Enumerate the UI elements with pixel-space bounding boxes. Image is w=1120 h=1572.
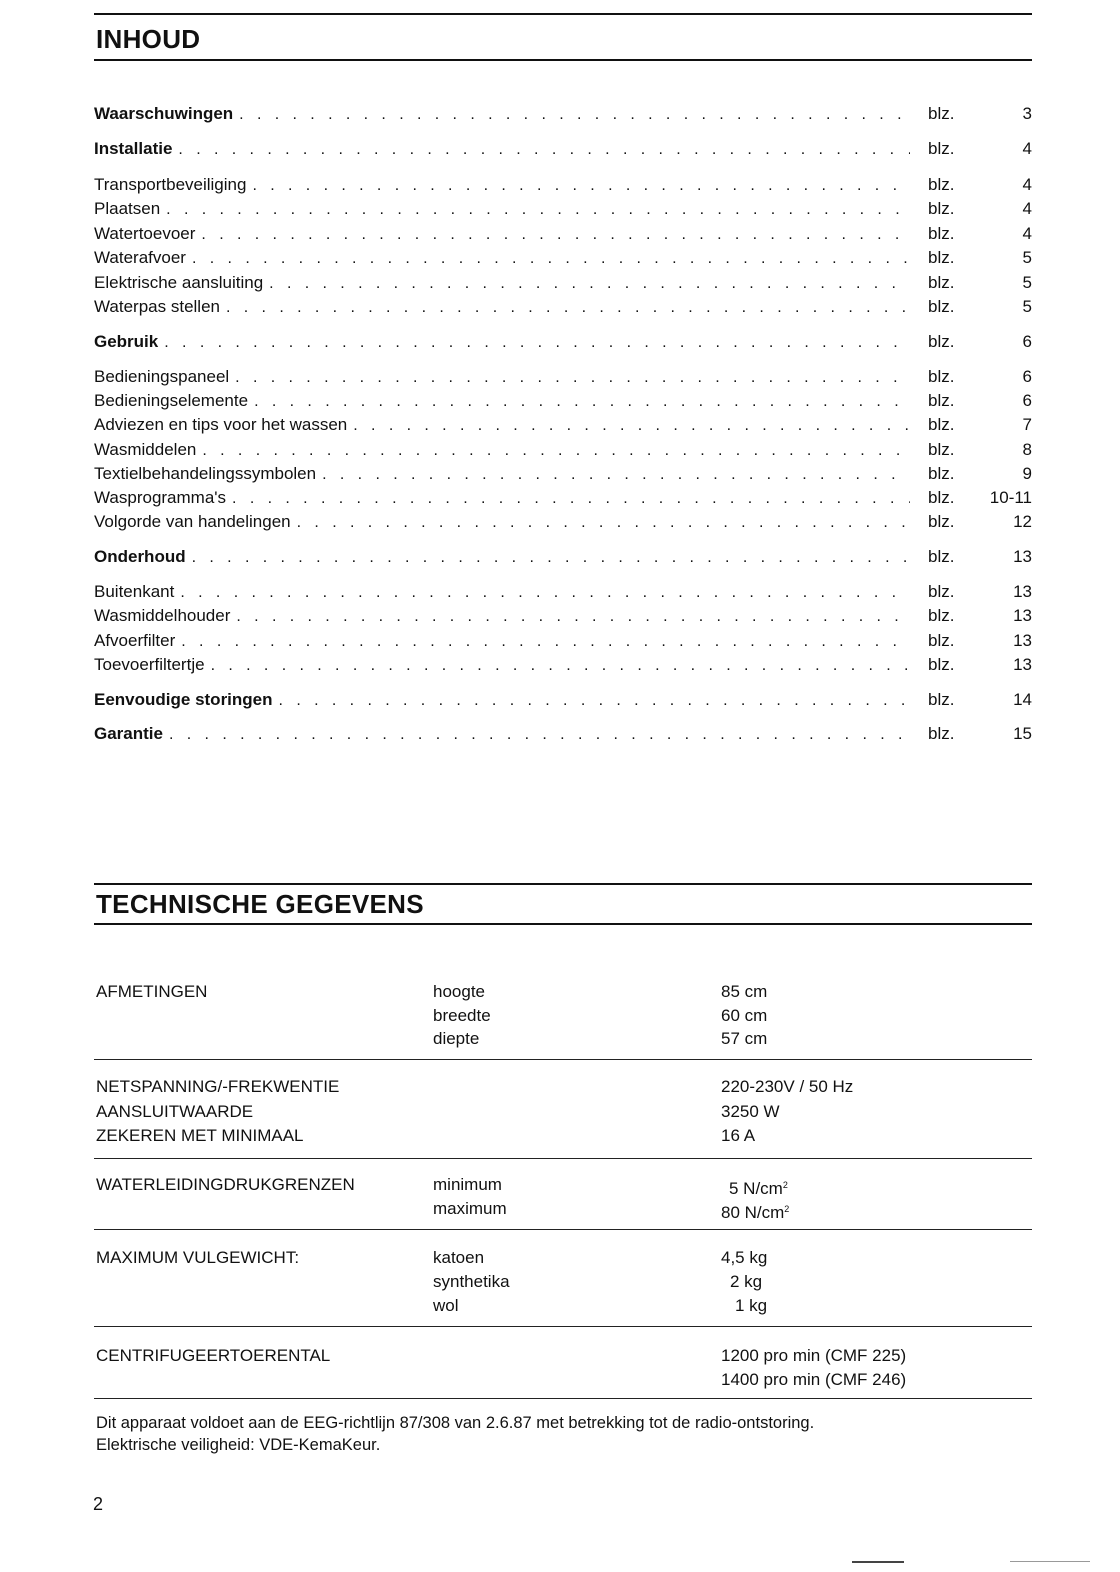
toc-entry xyxy=(94,605,1032,627)
toc-entry-page: 6 xyxy=(1022,332,1032,351)
toc-entry-page: 5 xyxy=(1022,248,1032,267)
toc-entry-blz: blz. xyxy=(928,175,955,194)
toc-entry-title: Elektrische aansluiting xyxy=(94,273,264,292)
toc-entry-blz: blz. xyxy=(928,367,955,386)
toc-entry-page: 8 xyxy=(1022,440,1032,459)
afmetingen-value: 85 cm xyxy=(721,982,768,1001)
toc-leader-dots xyxy=(201,224,910,246)
section-divider xyxy=(94,1158,1032,1159)
toc-leader-dots xyxy=(226,297,910,319)
toc-entry xyxy=(94,654,1032,676)
centrifuge-value: 1200 pro min (CMF 225) xyxy=(721,1346,907,1365)
vulgewicht-param: katoen xyxy=(433,1248,485,1267)
toc-leader-dots xyxy=(353,415,910,437)
toc-leader-dots xyxy=(166,199,910,221)
toc-entry xyxy=(94,511,1032,533)
toc-entry xyxy=(94,390,1032,412)
toc-entry-page: 13 xyxy=(1013,655,1032,674)
netspanning-value: 220-230V / 50 Hz xyxy=(721,1077,854,1096)
toc-entry-title: Eenvoudige storingen xyxy=(94,690,273,709)
toc-entry-blz: blz. xyxy=(928,606,955,625)
toc-leader-dots xyxy=(202,440,910,462)
toc-leader-dots xyxy=(254,391,910,413)
tech-heading: TECHNISCHE GEGEVENS xyxy=(96,889,424,919)
tech-bottom-rule xyxy=(94,923,1032,925)
aansluitwaarde-value: 3250 W xyxy=(721,1102,780,1121)
toc-entry-page: 13 xyxy=(1013,547,1032,566)
toc-entry-title: Bedieningspaneel xyxy=(94,367,230,386)
vulgewicht-value: 2 kg xyxy=(730,1272,763,1291)
compliance-note: Dit apparaat voldoet aan de EEG-richtlijn 87/308 van 2.6.87 met betrekking tot de radio-ontstoring. xyxy=(96,1414,815,1432)
vulgewicht-param: synthetika xyxy=(433,1272,510,1291)
toc-entry xyxy=(94,174,1032,196)
toc-heading: INHOUD xyxy=(96,24,201,54)
toc-entry-title: Waterpas stellen xyxy=(94,297,220,316)
toc-entry-blz: blz. xyxy=(928,104,955,123)
afmetingen-value: 60 cm xyxy=(721,1006,768,1025)
section-divider xyxy=(94,1229,1032,1230)
vulgewicht-value: 1 kg xyxy=(735,1296,768,1315)
toc-leader-dots xyxy=(239,104,910,126)
toc-leader-dots xyxy=(192,248,910,270)
section-divider xyxy=(94,1326,1032,1327)
toc-entry xyxy=(94,103,1032,125)
toc-entry-blz: blz. xyxy=(928,224,955,243)
toc-entry-page: 4 xyxy=(1022,175,1032,194)
toc-entry-page: 6 xyxy=(1022,391,1032,410)
toc-entry-blz: blz. xyxy=(928,724,955,743)
toc-entry xyxy=(94,366,1032,388)
toc-entry-title: Wasmiddelhouder xyxy=(94,606,231,625)
toc-leader-dots xyxy=(232,488,910,510)
zekeren-value: 16 A xyxy=(721,1126,756,1145)
toc-entry-blz: blz. xyxy=(928,440,955,459)
toc-entry-page: 12 xyxy=(1013,512,1032,531)
afmetingen-param: hoogte xyxy=(433,982,485,1001)
toc-entry-page: 7 xyxy=(1022,415,1032,434)
toc-entry xyxy=(94,630,1032,652)
toc-entry-title: Toevoerfiltertje xyxy=(94,655,205,674)
toc-entry xyxy=(94,689,1032,711)
toc-entry-page: 13 xyxy=(1013,582,1032,601)
toc-entry-page: 4 xyxy=(1022,224,1032,243)
toc-entry xyxy=(94,546,1032,568)
toc-leader-dots xyxy=(235,367,910,389)
toc-entry-blz: blz. xyxy=(928,297,955,316)
toc-leader-dots xyxy=(181,631,910,653)
toc-entry-title: Waarschuwingen xyxy=(94,104,234,123)
toc-entry-page: 10-11 xyxy=(989,488,1032,507)
toc-entry-page: 4 xyxy=(1022,139,1032,158)
aansluitwaarde-label: AANSLUITWAARDE xyxy=(96,1102,254,1121)
toc-entry xyxy=(94,723,1032,745)
toc-leader-dots xyxy=(252,175,910,197)
toc-entry-blz: blz. xyxy=(928,464,955,483)
toc-leader-dots xyxy=(169,724,910,746)
toc-entry-page: 5 xyxy=(1022,273,1032,292)
toc-leader-dots xyxy=(178,139,910,161)
toc-entry-blz: blz. xyxy=(928,199,955,218)
toc-entry-blz: blz. xyxy=(928,512,955,531)
afmetingen-param: diepte xyxy=(433,1029,480,1048)
toc-bottom-rule xyxy=(94,59,1032,61)
toc-entry-blz: blz. xyxy=(928,582,955,601)
toc-entry xyxy=(94,581,1032,603)
centrifuge-label: CENTRIFUGEERTOERENTAL xyxy=(96,1346,331,1365)
page-number: 2 xyxy=(93,1494,104,1514)
toc-entry-page: 3 xyxy=(1022,104,1032,123)
toc-entry-blz: blz. xyxy=(928,415,955,434)
scan-artifact xyxy=(1010,1561,1090,1562)
toc-leader-dots xyxy=(192,547,910,569)
vulgewicht-label: MAXIMUM VULGEWICHT: xyxy=(96,1248,300,1267)
toc-entry-title: Watertoevoer xyxy=(94,224,196,243)
toc-entry-page: 13 xyxy=(1013,606,1032,625)
toc-entry-title: Wasmiddelen xyxy=(94,440,197,459)
toc-entry xyxy=(94,247,1032,269)
druk-label: WATERLEIDINGDRUKGRENZEN xyxy=(96,1175,355,1194)
toc-entry-title: Gebruik xyxy=(94,332,159,351)
toc-entry-page: 4 xyxy=(1022,199,1032,218)
netspanning-label: NETSPANNING/-FREKWENTIE xyxy=(96,1077,340,1096)
toc-entry-title: Wasprogramma's xyxy=(94,488,227,507)
toc-entry-title: Garantie xyxy=(94,724,163,743)
toc-entry-blz: blz. xyxy=(928,631,955,650)
toc-entry xyxy=(94,272,1032,294)
toc-entry-title: Onderhoud xyxy=(94,547,186,566)
toc-entry-blz: blz. xyxy=(928,547,955,566)
toc-entry xyxy=(94,331,1032,353)
toc-entry-title: Plaatsen xyxy=(94,199,161,218)
toc-entry xyxy=(94,223,1032,245)
toc-entry-blz: blz. xyxy=(928,488,955,507)
toc-entry-page: 6 xyxy=(1022,367,1032,386)
toc-entry-title: Afvoerfilter xyxy=(94,631,176,650)
vulgewicht-param: wol xyxy=(433,1296,459,1315)
toc-leader-dots xyxy=(297,512,910,534)
zekeren-label: ZEKEREN MET MINIMAAL xyxy=(96,1126,304,1145)
toc-entry-page: 9 xyxy=(1022,464,1032,483)
toc-entry-blz: blz. xyxy=(928,139,955,158)
toc-entry-page: 14 xyxy=(1013,690,1032,709)
toc-leader-dots xyxy=(180,582,910,604)
toc-entry xyxy=(94,296,1032,318)
toc-entry-blz: blz. xyxy=(928,273,955,292)
centrifuge-value: 1400 pro min (CMF 246) xyxy=(721,1370,907,1389)
toc-entry xyxy=(94,138,1032,160)
toc-entry-title: Volgorde van handelingen xyxy=(94,512,291,531)
section-divider xyxy=(94,1398,1032,1399)
toc-entry-page: 15 xyxy=(1013,724,1032,743)
toc-entry-title: Installatie xyxy=(94,139,173,158)
tech-top-rule xyxy=(94,883,1032,885)
section-divider xyxy=(94,1059,1032,1060)
toc-leader-dots xyxy=(322,464,910,486)
toc-entry-title: Transportbeveiliging xyxy=(94,175,247,194)
afmetingen-value: 57 cm xyxy=(721,1029,768,1048)
toc-entry xyxy=(94,463,1032,485)
toc-entry-title: Waterafvoer xyxy=(94,248,186,267)
toc-entry-blz: blz. xyxy=(928,391,955,410)
toc-entry xyxy=(94,414,1032,436)
afmetingen-param: breedte xyxy=(433,1006,491,1025)
toc-leader-dots xyxy=(279,690,910,712)
toc-leader-dots xyxy=(164,332,910,354)
toc-entry-title: Buitenkant xyxy=(94,582,175,601)
vulgewicht-value: 4,5 kg xyxy=(721,1248,768,1267)
toc-entry-blz: blz. xyxy=(928,248,955,267)
druk-param: maximum xyxy=(433,1199,507,1218)
toc-leader-dots xyxy=(269,273,910,295)
toc-entry-title: Bedieningselemente xyxy=(94,391,249,410)
toc-entry-blz: blz. xyxy=(928,690,955,709)
druk-value: 5 $N/cm^2$ xyxy=(729,1179,788,1198)
toc-leader-dots xyxy=(211,655,910,677)
toc-entry-page: 13 xyxy=(1013,631,1032,650)
toc-leader-dots xyxy=(236,606,910,628)
toc-entry-blz: blz. xyxy=(928,655,955,674)
safety-note: Elektrische veiligheid: VDE-KemaKeur. xyxy=(96,1436,381,1454)
scan-artifact xyxy=(852,1561,904,1563)
druk-param: minimum xyxy=(433,1175,502,1194)
toc-top-rule xyxy=(94,13,1032,15)
toc-entry xyxy=(94,198,1032,220)
toc-entry-title: Textielbehandelingssymbolen xyxy=(94,464,317,483)
toc-entry-title: Adviezen en tips voor het wassen xyxy=(94,415,348,434)
afmetingen-label: AFMETINGEN xyxy=(96,982,208,1001)
toc-entry xyxy=(94,487,1032,509)
toc-entry-blz: blz. xyxy=(928,332,955,351)
toc-entry xyxy=(94,439,1032,461)
druk-value: 80 $N/cm^2$ xyxy=(721,1203,790,1222)
toc-entry-page: 5 xyxy=(1022,297,1032,316)
